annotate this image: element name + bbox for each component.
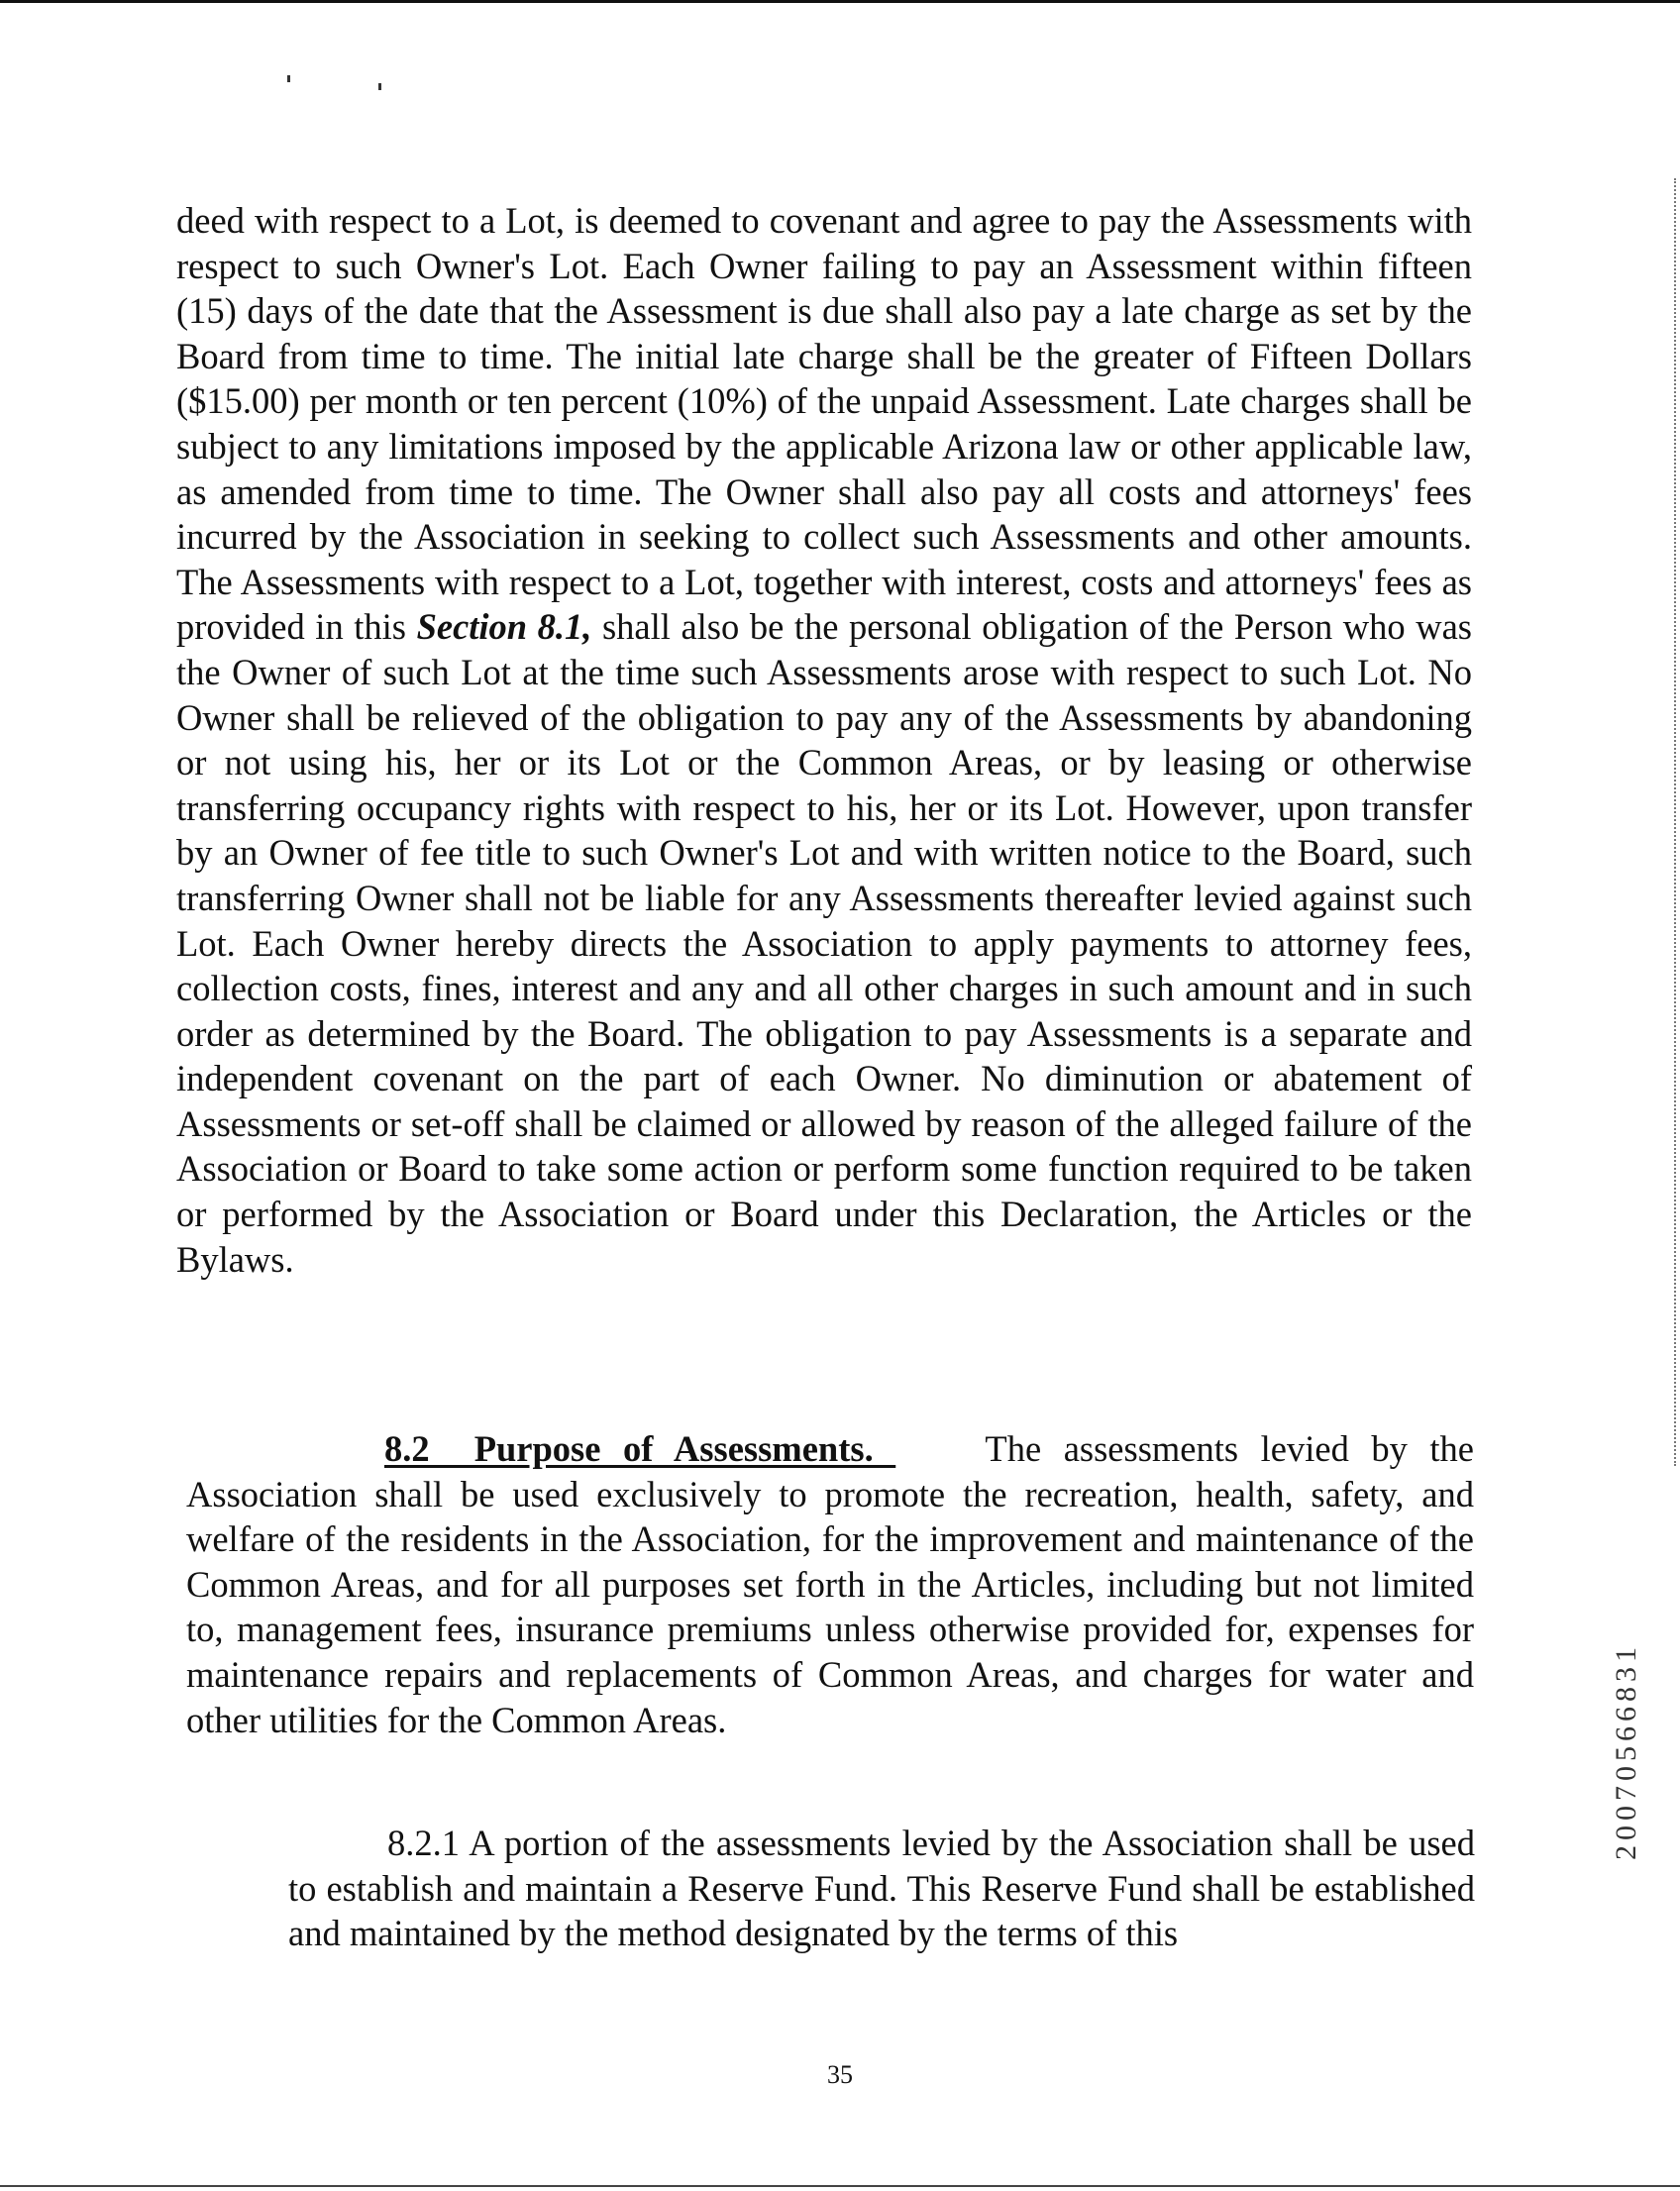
page-number: 35 xyxy=(827,2060,853,2089)
section-8-2-paragraph xyxy=(186,1426,1474,1742)
recording-number-stamp: 20070566831 xyxy=(1610,1642,1642,1860)
section-8-2-body: The assessments levied by the Association shall be used exclusively to promote the recreation, health, safety, and welfare of the residents in the Association, for the improvement and maintenance of the Common Areas, and for all purposes set forth in the Articles, including but not limited to, management fees, insurance premiums unless otherwise provided for, expenses for maintenance repairs and replacements of Common Areas, and charges for water and other utilities for the Common Areas. xyxy=(186,1428,1474,1740)
paragraph-text-start: deed with respect to a Lot, is deemed to covenant and agree to pay the Assessments with respect to such Owner's Lot. Each Owner failing to pay an Assessment within fifteen (15) days of the date that the Assessment is due shall also pay a late charge as set by the Board from time to time. The initial late charge shall be the greater of Fifteen Dollars ($15.00) per month or ten percent (10%) of the unpaid Assessment. Late charges shall be subject to any limitations imposed by the applicable Arizona law or other applicable law, as amended from time to time. The Owner shall also pay all costs and attorneys' fees incurred by the Association in seeking to collect such Assessments and other amounts. The Assessments with respect to a Lot, together with interest, costs and attorneys' fees as provided in this xyxy=(176,200,1472,648)
assessment-obligation-paragraph xyxy=(176,198,1472,1282)
scan-speck xyxy=(378,83,381,90)
section-8-2-heading: 8.2 Purpose of Assessments. xyxy=(384,1428,896,1469)
scan-bottom-edge xyxy=(0,2185,1680,2187)
scan-speck xyxy=(287,75,290,82)
section-reference: Section 8.1, xyxy=(416,606,592,648)
scan-top-edge xyxy=(0,0,1680,3)
paragraph-text-end: shall also be the personal obligation of the Person who was the Owner of such Lot at the time such Assessments arose with respect to such Lot. No Owner shall be relieved of the obligation to pay any of the Assessments by abandoning or not using his, her or its Lot or the Common Areas, or by leasing or otherwise transferring occupancy rights with respect to his, her or its Lot. However, upon transfer by an Owner of fee title to such Owner's Lot and with written notice to the Board, such transferring Owner shall not be liable for any Assessments thereafter levied against such Lot. Each Owner hereby directs the Association to apply payments to attorney fees, collection costs, fines, interest and any and all other charges in such amount and in such order as determined by the Board. The obligation to pay Assessments is a separate and independent covenant on the part of each Owner. No diminution or abatement of Assessments or set-off shall be claimed or allowed by reason of the alleged failure of the Association or Board to take some action or perform some function required to be taken or performed by the Association or Board under this Declaration, the Articles or the Bylaws. xyxy=(176,606,1472,1280)
section-8-2-1-paragraph: 8.2.1 A portion of the assessments levied by the Association shall be used to establish and maintain a Reserve Fund. This Reserve Fund shall be established and maintained by the method designated by the terms of this xyxy=(288,1823,1475,1954)
scan-right-edge xyxy=(1674,178,1678,1466)
